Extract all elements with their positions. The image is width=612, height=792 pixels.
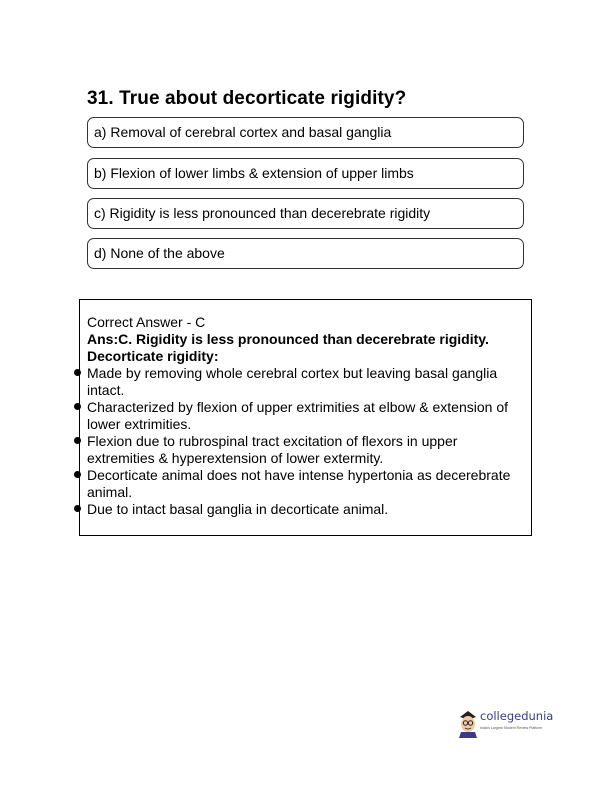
- option-a[interactable]: [87, 117, 524, 148]
- option-d[interactable]: [87, 238, 524, 269]
- explanation-bullets: [87, 365, 532, 518]
- bullet-text: Decorticate animal does not have intense hypertonia as decerebrate: [87, 467, 511, 483]
- option-c-label: c) Rigidity is less pronounced than decerebrate rigidity: [94, 205, 431, 221]
- option-b[interactable]: [87, 158, 524, 189]
- bullet-text: Due to intact basal ganglia in decorticate animal.: [87, 501, 389, 517]
- bullet-item: [87, 501, 532, 518]
- bullet-text-cont: animal.: [87, 484, 133, 500]
- option-b-label: b) Flexion of lower limbs & extension of upper limbs: [94, 165, 414, 181]
- logo-tagline: India's Largest Student Review Platform: [480, 726, 543, 730]
- bullet-text: Flexion due to rubrospinal tract excitation of flexors in upper: [87, 433, 458, 449]
- bullet-icon: [74, 369, 81, 376]
- option-a-label: a) Removal of cerebral cortex and basal ganglia: [94, 124, 392, 140]
- bullet-text: Characterized by flexion of upper extrimities at elbow & extension of: [87, 399, 508, 415]
- collegedunia-logo: [457, 706, 557, 742]
- bullet-item: [87, 399, 532, 433]
- logo-brand-text: collegedunia: [480, 709, 554, 723]
- answer-content: [87, 314, 532, 518]
- mascot-icon: [457, 708, 479, 738]
- explanation-heading: Decorticate rigidity:: [87, 348, 219, 364]
- option-c[interactable]: [87, 198, 524, 229]
- bullet-text-cont: extremities & hyperextension of lower extermity.: [87, 450, 384, 466]
- bullet-text-cont: lower extrimities.: [87, 416, 192, 432]
- correct-answer-line: Correct Answer - C: [87, 314, 206, 330]
- bullet-item: [87, 365, 532, 399]
- bullet-text-cont: intact.: [87, 382, 125, 398]
- bullet-icon: [74, 437, 81, 444]
- bullet-item: [87, 433, 532, 467]
- bullet-icon: [74, 505, 81, 512]
- question-title: 31. True about decorticate rigidity?: [87, 88, 407, 109]
- bullet-item: [87, 467, 532, 501]
- bullet-icon: [74, 403, 81, 410]
- bullet-icon: [74, 471, 81, 478]
- bullet-text: Made by removing whole cerebral cortex but leaving basal ganglia: [87, 365, 498, 381]
- ans-explanation-line: Ans:C. Rigidity is less pronounced than decerebrate rigidity.: [87, 331, 489, 347]
- option-d-label: d) None of the above: [94, 245, 225, 261]
